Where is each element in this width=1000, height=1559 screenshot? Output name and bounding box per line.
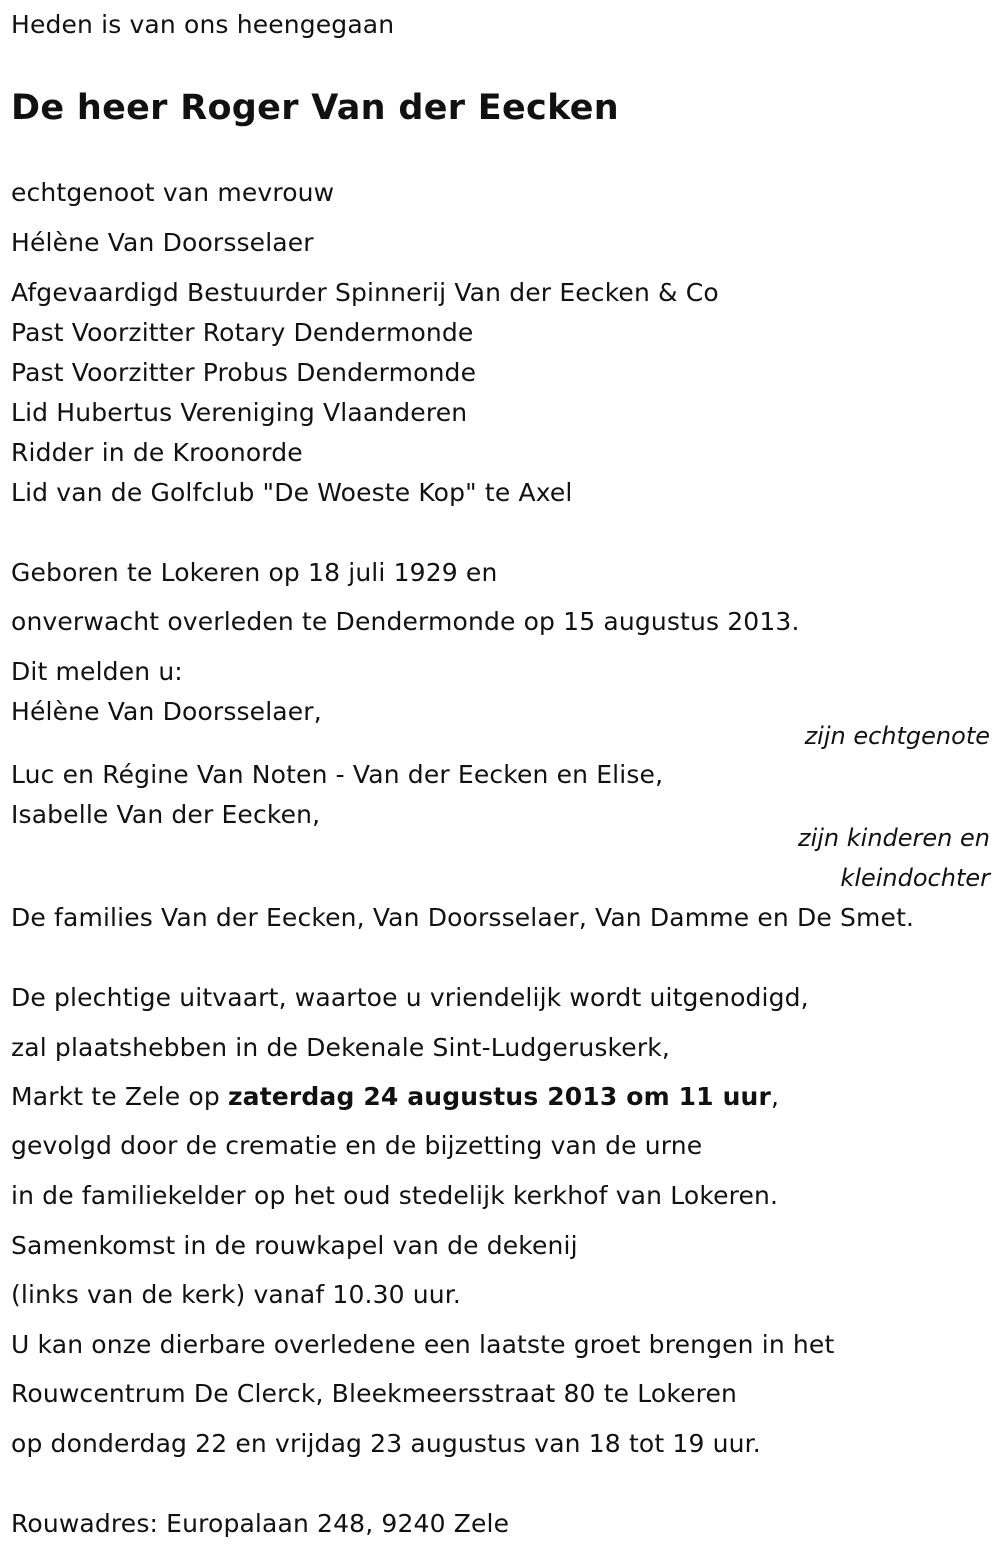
function-line: Lid Hubertus Vereniging Vlaanderen [11, 398, 468, 427]
families-text: De families Van der Eecken, Van Doorsselaer, Van Damme en De Smet. [11, 903, 915, 932]
deceased-name: De heer Roger Van der Eecken [11, 88, 619, 128]
intro-text: Heden is van ons heengegaan [11, 10, 395, 39]
function-line: Lid van de Golfclub "De Woeste Kop" te Axel [11, 478, 573, 507]
funeral-line: Samenkomst in de rouwkapel van de dekenij [11, 1231, 578, 1260]
announce-child: Luc en Régine Van Noten - Van der Eecken en Elise, [11, 760, 664, 789]
mourning-address: Rouwadres: Europalaan 248, 9240 Zele [11, 1509, 510, 1538]
death-text: onverwacht overleden te Dendermonde op 15 augustus 2013. [11, 607, 800, 636]
spouse-role: zijn echtgenote [804, 722, 990, 750]
function-line: Ridder in de Kroonorde [11, 438, 303, 467]
funeral-line: Rouwcentrum De Clerck, Bleekmeersstraat 80 te Lokeren [11, 1379, 738, 1408]
funeral-date-suffix: , [770, 1082, 780, 1111]
funeral-line: De plechtige uitvaart, waartoe u vriendelijk wordt uitgenodigd, [11, 983, 809, 1012]
funeral-line: U kan onze dierbare overledene een laatste groet brengen in het [11, 1330, 835, 1359]
function-line: Past Voorzitter Probus Dendermonde [11, 358, 477, 387]
children-role: zijn kinderen en [798, 824, 990, 852]
funeral-line: zal plaatshebben in de Dekenale Sint-Ludgeruskerk, [11, 1033, 670, 1062]
funeral-line: in de familiekelder op het oud stedelijk kerkhof van Lokeren. [11, 1181, 779, 1210]
funeral-date-prefix: Markt te Zele op [11, 1082, 228, 1111]
funeral-line: op donderdag 22 en vrijdag 23 augustus van 18 tot 19 uur. [11, 1429, 761, 1458]
spouse-intro: echtgenoot van mevrouw [11, 178, 335, 207]
children-role: kleindochter [840, 864, 990, 892]
funeral-line-date [11, 1082, 779, 1112]
announce-child: Isabelle Van der Eecken, [11, 800, 321, 829]
announce-spouse: Hélène Van Doorsselaer, [11, 697, 322, 726]
function-line: Afgevaardigd Bestuurder Spinnerij Van der Eecken & Co [11, 278, 719, 307]
function-line: Past Voorzitter Rotary Dendermonde [11, 318, 474, 347]
spouse-name: Hélène Van Doorsselaer [11, 228, 314, 257]
birth-text: Geboren te Lokeren op 18 juli 1929 en [11, 558, 498, 587]
funeral-line: gevolgd door de crematie en de bijzetting van de urne [11, 1131, 703, 1160]
funeral-date: zaterdag 24 augustus 2013 om 11 uur [227, 1082, 771, 1111]
announce-intro: Dit melden u: [11, 657, 183, 686]
funeral-line: (links van de kerk) vanaf 10.30 uur. [11, 1280, 462, 1309]
